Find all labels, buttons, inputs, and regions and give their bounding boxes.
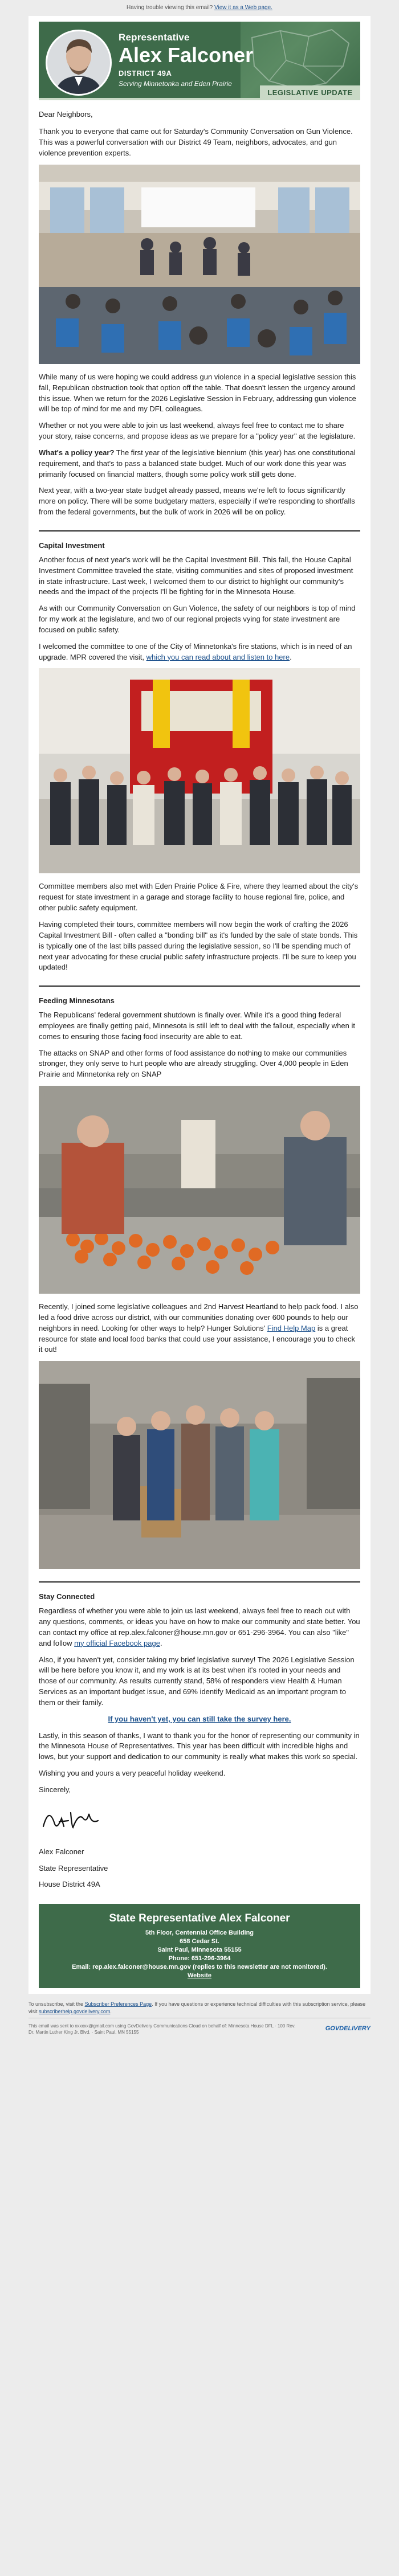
policy-paragraph	[39, 448, 360, 480]
capital-p3	[39, 641, 360, 663]
view-web-link[interactable]: View it as a Web page.	[214, 5, 272, 11]
food-drive-photo	[39, 1361, 360, 1569]
sent-to-notice: This email was sent to xxxxxx@gmail.com using GovDelivery Communications Cloud on behalf of: Minnesota House DFL · 100 Rev. Dr. Martin Luther King Jr. Blvd. · Saint Paul, MN 55155	[28, 2023, 296, 2035]
capital-p4: Committee members also met with Eden Prairie Police & Fire, where they learned about the city's request for state investment in a garage and storage facility to house regional fire, police, and other public safety equipment.	[39, 882, 359, 913]
header-title-small: Representative	[119, 31, 190, 43]
feeding-p3	[39, 1302, 360, 1355]
connected-p3: Lastly, in this season of thanks, I want to thank you for the honor of representing our community in the Minnesota House of Representatives. This year has been difficult with incredible highs and lows, but your support and dedication to our community is really what makes this work so special.	[39, 1731, 360, 1761]
feeding-p2: The attacks on SNAP and other forms of food assistance do nothing to make our communities stronger, they only serve to hurt people who are already struggling. Over 4,000 people in Eden Prairie and Minnetonka rely on SNAP	[39, 1048, 348, 1079]
legal-notice	[28, 1994, 370, 2018]
capital-title: Capital Investment	[39, 541, 105, 550]
capital-p3-text: I welcomed the committee to one of the City of Minnetonka's fire stations, which is in need of an upgrade. MPR covered the visit,	[39, 641, 352, 661]
legislative-update-badge: LEGISLATIVE UPDATE	[260, 85, 360, 100]
footer-address-2: 658 Cedar St.	[180, 1937, 219, 1945]
avatar	[46, 30, 112, 96]
section-divider	[39, 530, 360, 531]
signature-image	[39, 1801, 360, 1839]
feeding-p3-end: is a great resource for state and local food banks that could use your assistance, I encourage you to check it out!	[39, 1323, 355, 1354]
intro-paragraph: Thank you to everyone that came out for Saturday's Community Conversation on Gun Violence. This was a powerful conversation with our District 49 Team, neighbors, advocates, and gun violence prevention experts.	[39, 127, 353, 158]
find-help-map-link[interactable]: Find Help Map	[267, 1323, 316, 1332]
legal-text: To unsubscribe, visit the	[28, 2001, 85, 2007]
header	[39, 16, 360, 100]
subscriber-preferences-link[interactable]: Subscriber Preferences Page	[84, 2001, 152, 2007]
feeding-p1: The Republicans' federal government shutdown is finally over. While it's a good thing federal employees are finally getting paid, Minnesota is still left to deal with the fallout, especially when it comes to ensuring those facing food insecurity are able to eat.	[39, 1011, 355, 1041]
closing: Sincerely,	[39, 1785, 71, 1794]
section-divider	[39, 986, 360, 987]
feeding-title: Feeding Minnesotans	[39, 996, 115, 1005]
capital-p3-end: .	[290, 652, 292, 661]
survey-callout	[39, 1714, 360, 1725]
mpr-link[interactable]: which you can read about and listen to here	[146, 652, 290, 661]
connected-p1-text: Regardless of whether you were able to join us last weekend, always feel free to reach out with any questions, comments, or ideas you have on how to make our community and state better. You can contact my office at rep.alex.falconer@house.mn.gov or 651-296-3964. You can also "like" and follow	[39, 1606, 360, 1647]
legal-bottom	[28, 2018, 370, 2041]
signature-district: House District 49A	[39, 1880, 100, 1889]
food-packing-photo	[39, 1086, 360, 1294]
signature-name: Alex Falconer	[39, 1847, 84, 1856]
govdelivery-logo: GOVDELIVERY	[325, 2025, 370, 2033]
footer-website-row	[44, 1972, 355, 1980]
legal-text-2: . If you have questions or experience technical difficulties with this subscription service, please visit	[28, 2001, 366, 2014]
contact-footer	[39, 1904, 360, 1988]
survey-link[interactable]: If you haven't yet, you can still take the survey here.	[108, 1714, 291, 1723]
content	[28, 109, 370, 1988]
signature-title: State Representative	[39, 1863, 108, 1872]
policy-question: What's a policy year?	[39, 448, 115, 457]
connected-title: Stay Connected	[39, 1592, 95, 1601]
website-link[interactable]: Website	[188, 1972, 211, 1979]
header-serving: Serving Minnetonka and Eden Prairie	[119, 79, 232, 88]
preheader-text: Having trouble viewing this email?	[127, 5, 213, 11]
signature-block	[39, 1847, 360, 1891]
policy-text: The first year of the legislative biennium (this year) has one constitutional requirement, and that's to pass a balanced state budget. Much of our work done this year was primarily focused on financial matters, though some policy work still gets done.	[39, 448, 356, 479]
email-body	[28, 16, 370, 1994]
capital-p2: As with our Community Conversation on Gun Violence, the safety of our neighbors is top of mind for my work at the legislature, and two of our regional projects vying for state investment are focused on public safety.	[39, 604, 356, 634]
footer-title: State Representative Alex Falconer	[109, 1912, 290, 1925]
header-banner	[39, 22, 360, 100]
fire-station-photo	[39, 668, 360, 873]
connected-p1-end: .	[160, 1638, 162, 1647]
header-text	[119, 31, 253, 89]
preheader	[0, 0, 399, 16]
connected-p1	[39, 1606, 360, 1649]
footer-address-1: 5th Floor, Centennial Office Building	[145, 1929, 254, 1936]
connected-p2: Also, if you haven't yet, consider taking my brief legislative survey! The 2026 Legislative Session will be here before you know it, and my work is at its best when it's rooted in your needs and those of our community. As results currently stand, 58% of responders view Health & Human Services as an important budget issue, and 69% identify Medicaid as an important program to them or their family.	[39, 1655, 355, 1707]
greeting: Dear Neighbors,	[39, 109, 93, 118]
footer-phone: Phone: 651-296-3964	[168, 1955, 231, 1962]
section-divider	[39, 1581, 360, 1583]
legal-text-end: .	[110, 2008, 112, 2014]
connected-p4: Wishing you and yours a very peaceful holiday weekend.	[39, 1769, 226, 1778]
feeding-p3-text: Recently, I joined some legislative colleagues and 2nd Harvest Heartland to help pack food. I also led a food drive across our district, with our communities donating over 600 pounds to help our neighbors in need. Looking for other ways to help? Hunger Solutions'	[39, 1302, 359, 1332]
next-year-paragraph: Next year, with a two-year state budget already passed, means we're left to focus significantly more on policy. There will be some budgetary matters, especially if we're responding to shortfalls from the federal governments, but the bulk of work in 2026 will be on policy.	[39, 486, 355, 517]
capital-p1: Another focus of next year's work will be the Capital Investment Bill. This fall, the House Capital Investment Committee traveled the state, visiting communities and sites of proposed investment in state infrastructure. Last week, I welcomed them to our district to highlight our community's needs and the impact of the projects I'll be fighting for in the Minnesota House.	[39, 555, 353, 596]
session-paragraph: While many of us were hoping we could address gun violence in a special legislative session this fall, Republican obstruction took that option off the table. That doesn't lessen the urgency around this issue. When we return for the 2026 Legislative Session in February, addressing gun violence will be top of mind for me and my DFL colleagues.	[39, 372, 356, 414]
capital-p5: Having completed their tours, committee members will now begin the work of crafting the 2026 Capital Investment Bill - often called a "bonding bill" as it's funded by the sale of state bonds. This is typically one of the last bills passed during the legislative session, so I'll be spending much of next year advocating for these crucial public safety infrastructure projects. I'll be sure to keep you updated!	[39, 919, 358, 972]
footer-email: Email: rep.alex.falconer@house.mn.gov (replies to this newsletter are not monitored).	[72, 1963, 327, 1970]
whether-paragraph: Whether or not you were able to join us last weekend, always feel free to contact me to share your story, raise concerns, and propose ideas as we prepare for a "policy year" at the legislature.	[39, 421, 356, 441]
footer-address-3: Saint Paul, Minnesota 55155	[157, 1946, 242, 1953]
header-name: Alex Falconer	[119, 43, 254, 67]
header-district: DISTRICT 49A	[119, 69, 172, 78]
header-strip	[39, 98, 260, 100]
community-conversation-photo	[39, 165, 360, 364]
facebook-link[interactable]: my official Facebook page	[74, 1638, 160, 1647]
support-link[interactable]: subscriberhelp.govdelivery.com	[39, 2008, 111, 2014]
